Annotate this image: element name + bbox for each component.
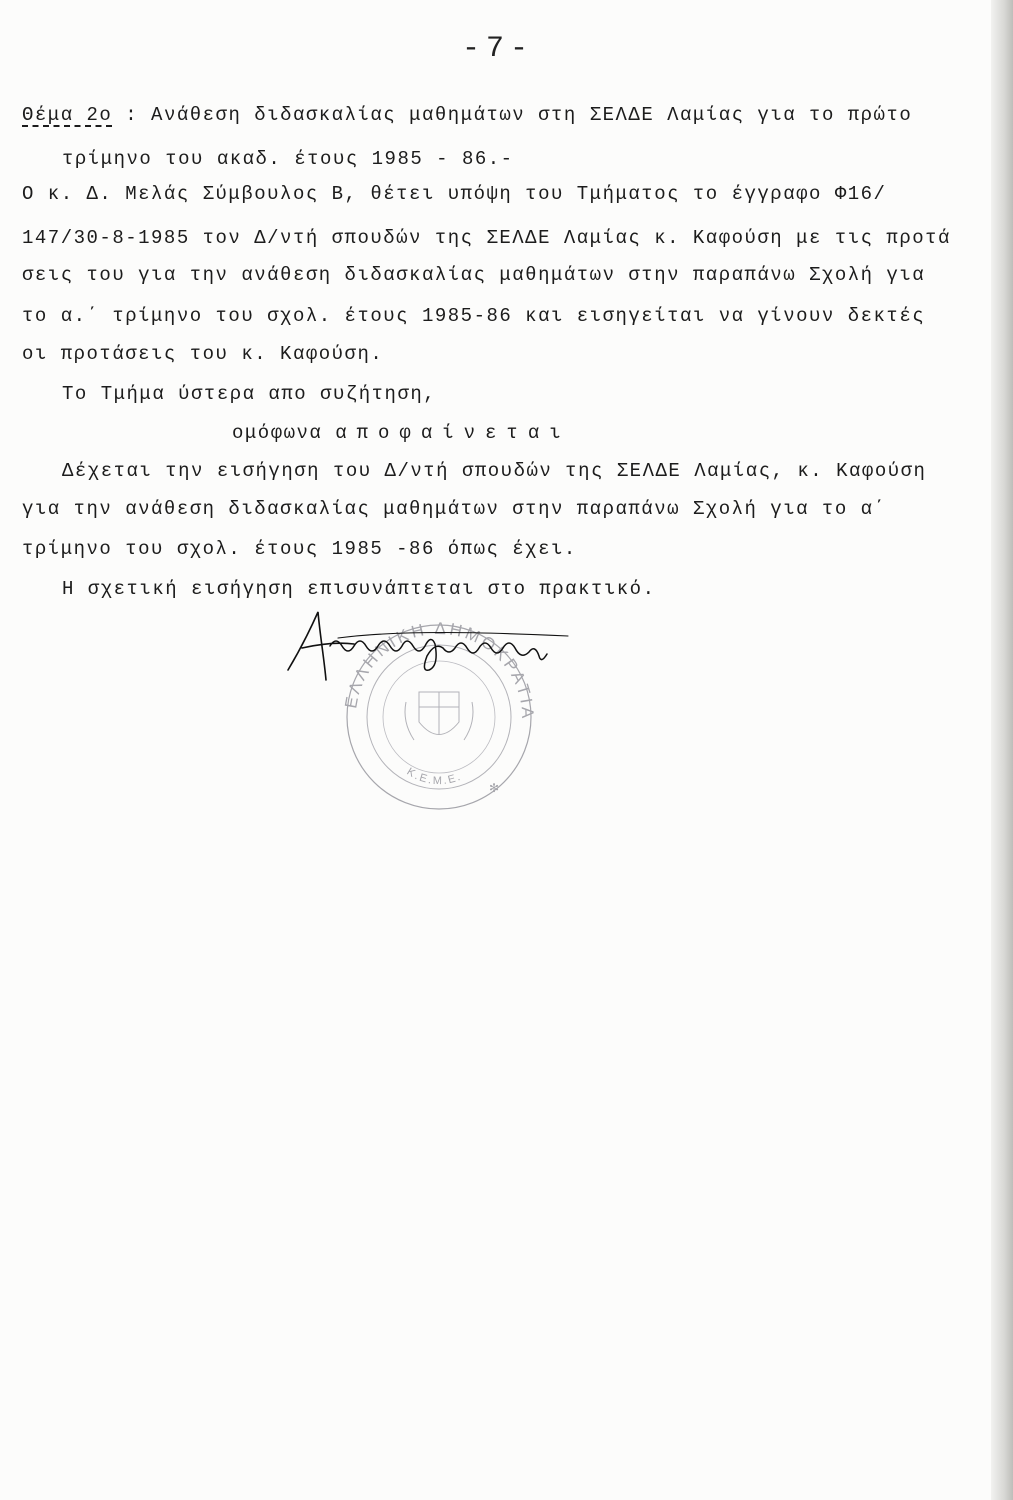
para4: Η σχετική εισήγηση επισυνάπτεται στο πρακτικό.: [62, 578, 656, 600]
binding-edge: [991, 0, 1013, 1500]
signature: [280, 600, 600, 710]
heading-line: [22, 104, 912, 126]
seal-star-icon: ✻: [489, 781, 500, 795]
heading-title-line1: Ανάθεση διδασκαλίας μαθημάτων στη ΣΕΛΔΕ Λαμίας για το πρώτο: [151, 104, 913, 126]
para1-line-2: 147/30-8-1985 τον Δ/ντή σπουδών της ΣΕΛΔΕ Λαμίας κ. Καφούση με τις προτά: [22, 227, 951, 249]
para1-line-3: σεις του για την ανάθεση διδασκαλίας μαθημάτων στην παραπάνω Σχολή για: [22, 264, 926, 286]
seal-outer-text: ΕΛΛΗΝΙΚΗ ΔΗΜΟΚΡΑΤΙΑ: [341, 622, 538, 722]
para3-line-3: τρίμηνο του σχολ. έτους 1985 -86 όπως έχει.: [22, 538, 577, 560]
decision-line: [232, 422, 571, 444]
seal-bottom-text: Κ.Ε.Μ.Ε.: [404, 765, 464, 788]
page-number: -7-: [462, 32, 535, 66]
para3-line-2: για την ανάθεση διδασκαλίας μαθημάτων στην παραπάνω Σχολή για το α΄: [22, 498, 887, 520]
heading-colon: :: [112, 104, 152, 126]
para1-line-5: οι προτάσεις του κ. Καφούση.: [22, 343, 384, 365]
para3-line-1: Δέχεται την εισήγηση του Δ/ντή σπουδών της ΣΕΛΔΕ Λαμίας, κ. Καφούση: [62, 460, 927, 482]
decision-text: ομόφωνα αποφαίνεται: [232, 422, 571, 444]
heading-title-line2: τρίμηνο του ακαδ. έτους 1985 - 86.-: [62, 148, 514, 170]
para1-line-1: Ο κ. Δ. Μελάς Σύμβουλος Β, θέτει υπόψη του Τμήματος το έγγραφο Φ16/: [22, 183, 887, 205]
para2: Το Τμήμα ύστερα απο συζήτηση,: [62, 383, 437, 405]
para1-line-4: το α.΄ τρίμηνο του σχολ. έτους 1985-86 και εισηγείται να γίνουν δεκτές: [22, 305, 926, 327]
heading-label: Θέμα 2ο: [22, 104, 113, 126]
